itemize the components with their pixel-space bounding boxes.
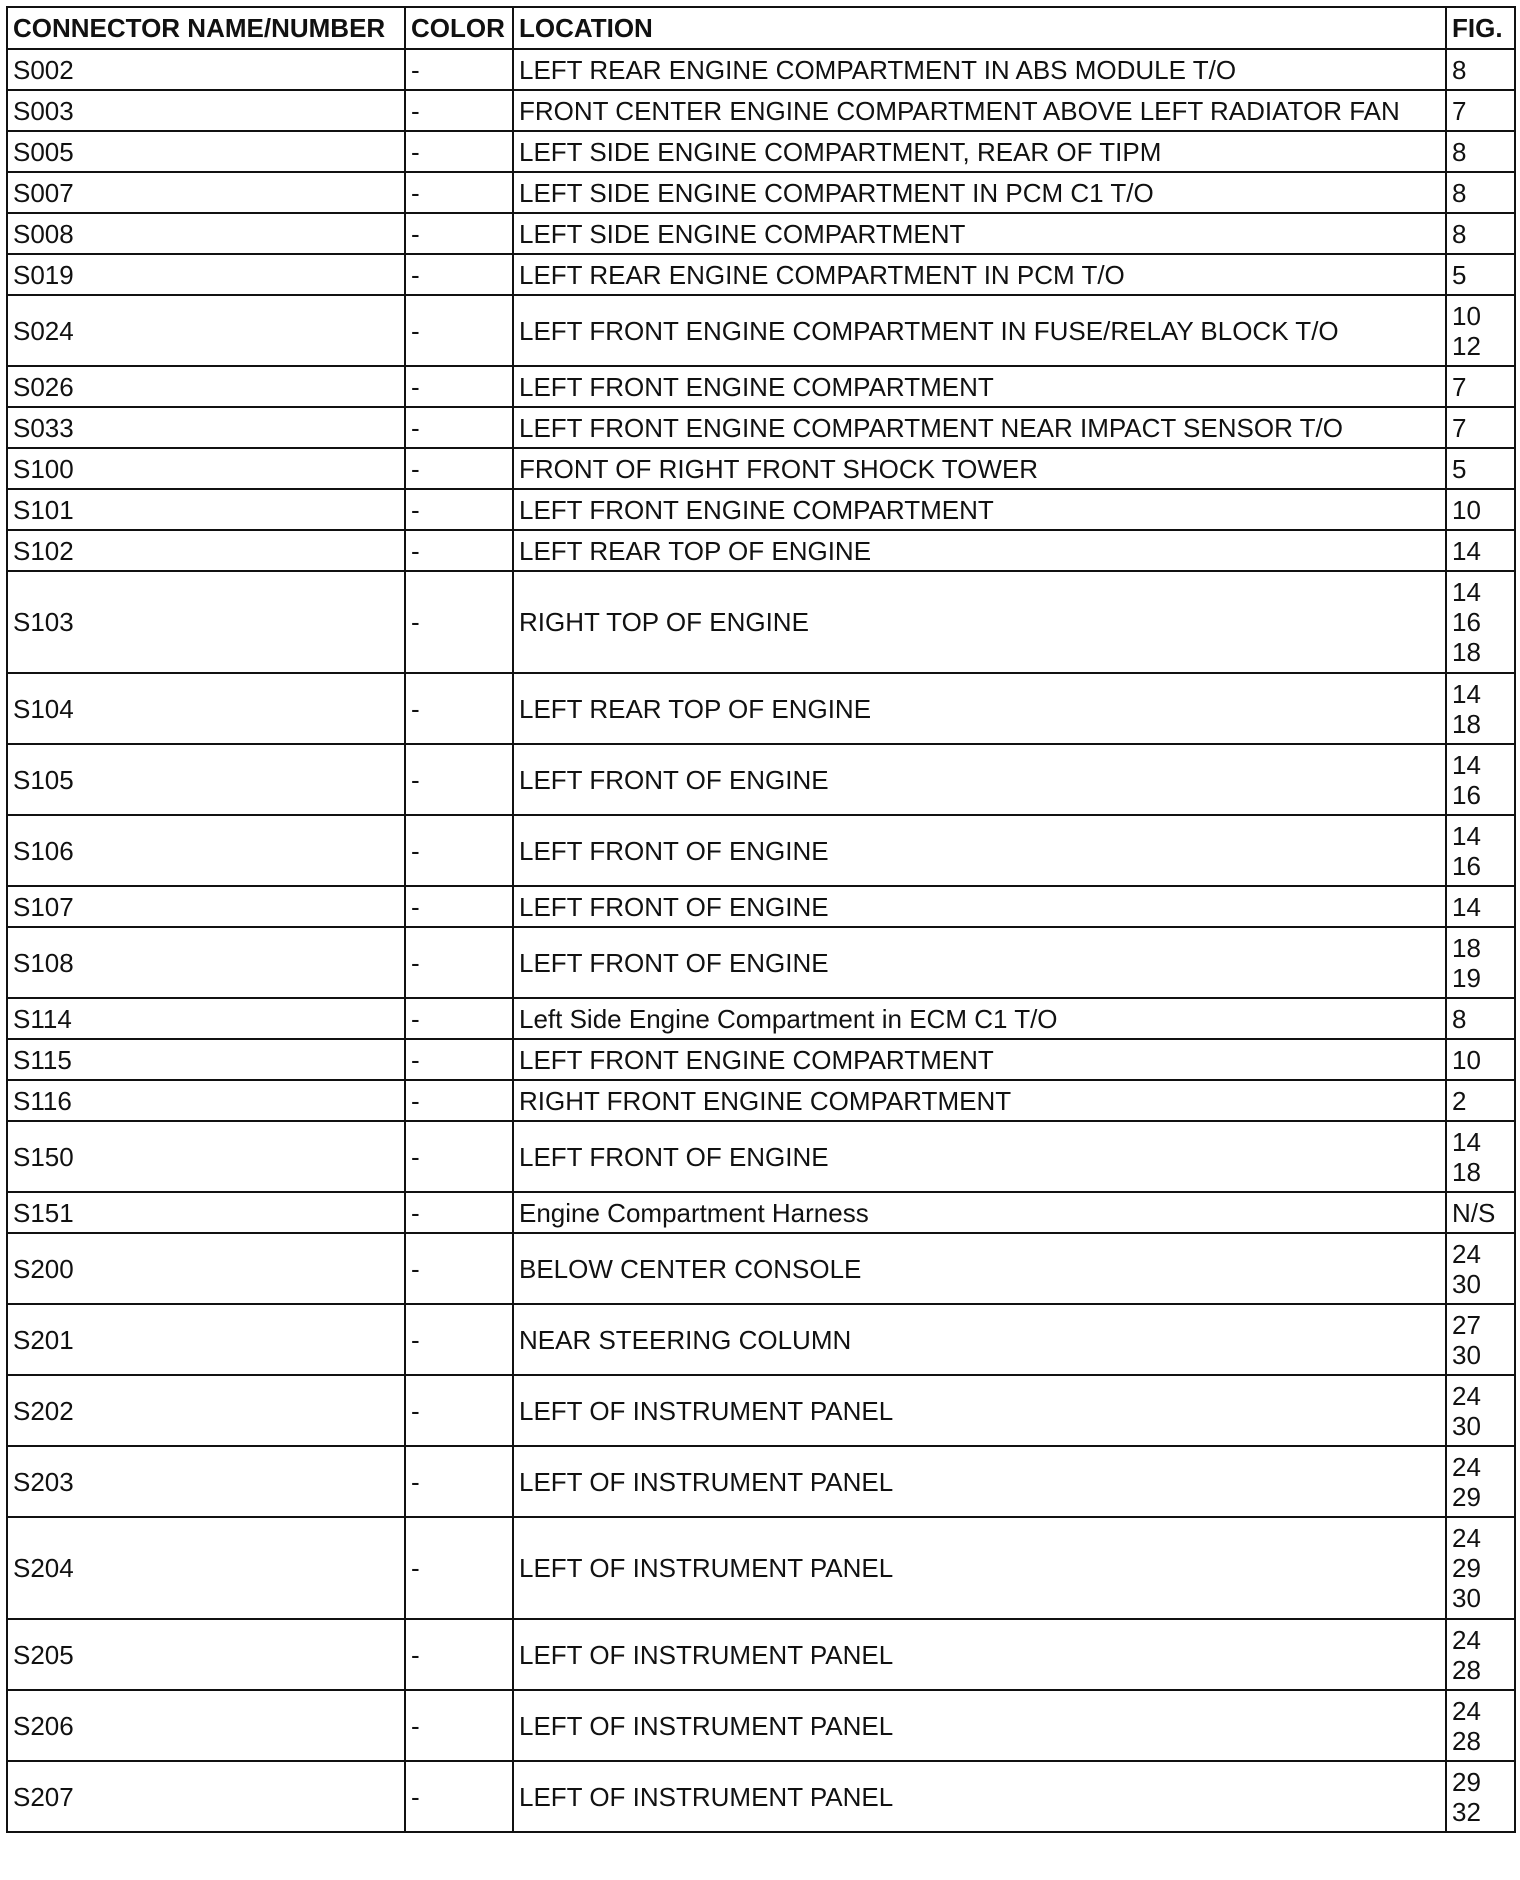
location-cell: LEFT SIDE ENGINE COMPARTMENT, REAR OF TIPM — [513, 131, 1446, 172]
fig-cell — [1446, 1517, 1515, 1619]
color-cell: - — [405, 815, 513, 886]
table-row — [7, 886, 1515, 927]
table-row — [7, 407, 1515, 448]
fig-cell — [1446, 254, 1515, 295]
fig-number: 5 — [1452, 453, 1467, 484]
fig-number: 7 — [1452, 412, 1467, 443]
fig-number: 24 — [1452, 1695, 1481, 1726]
fig-cell — [1446, 448, 1515, 489]
fig-cell — [1446, 49, 1515, 90]
header-location: LOCATION — [513, 7, 1446, 49]
location-cell: LEFT REAR TOP OF ENGINE — [513, 530, 1446, 571]
connector-name-cell: S005 — [7, 131, 405, 172]
connector-name-cell: S116 — [7, 1080, 405, 1121]
color-cell: - — [405, 254, 513, 295]
table-row — [7, 1690, 1515, 1761]
connector-name-cell: S003 — [7, 90, 405, 131]
table-row — [7, 90, 1515, 131]
header-color: COLOR — [405, 7, 513, 49]
color-cell: - — [405, 172, 513, 213]
table-row — [7, 213, 1515, 254]
fig-cell — [1446, 366, 1515, 407]
fig-number: 16 — [1452, 607, 1481, 637]
header-connector-name: CONNECTOR NAME/NUMBER — [7, 7, 405, 49]
fig-number: 7 — [1452, 371, 1467, 402]
fig-cell — [1446, 1080, 1515, 1121]
location-cell: LEFT REAR TOP OF ENGINE — [513, 673, 1446, 744]
connector-name-cell: S206 — [7, 1690, 405, 1761]
color-cell: - — [405, 744, 513, 815]
table-row — [7, 744, 1515, 815]
color-cell: - — [405, 886, 513, 927]
fig-number: 27 — [1452, 1309, 1481, 1340]
color-cell: - — [405, 1080, 513, 1121]
table-row — [7, 1233, 1515, 1304]
fig-number: 10 — [1452, 1044, 1481, 1075]
fig-cell — [1446, 489, 1515, 530]
fig-number: 28 — [1452, 1654, 1481, 1685]
table-row — [7, 1761, 1515, 1832]
connector-name-cell: S202 — [7, 1375, 405, 1446]
fig-number: 18 — [1452, 708, 1481, 739]
location-cell: LEFT REAR ENGINE COMPARTMENT IN ABS MODULE T/O — [513, 49, 1446, 90]
fig-cell — [1446, 998, 1515, 1039]
connector-name-cell: S204 — [7, 1517, 405, 1619]
fig-number: 24 — [1452, 1624, 1481, 1655]
fig-cell — [1446, 1192, 1515, 1233]
connector-name-cell: S019 — [7, 254, 405, 295]
fig-number: 30 — [1452, 1268, 1481, 1299]
connector-name-cell: S115 — [7, 1039, 405, 1080]
table-row — [7, 1375, 1515, 1446]
color-cell: - — [405, 1375, 513, 1446]
fig-number: 12 — [1452, 330, 1481, 361]
location-cell: LEFT OF INSTRUMENT PANEL — [513, 1619, 1446, 1690]
fig-cell — [1446, 90, 1515, 131]
fig-number: 14 — [1452, 577, 1481, 607]
fig-cell — [1446, 571, 1515, 673]
fig-number: N/S — [1452, 1197, 1496, 1228]
fig-number: 8 — [1452, 54, 1467, 85]
location-cell: RIGHT FRONT ENGINE COMPARTMENT — [513, 1080, 1446, 1121]
fig-cell — [1446, 1304, 1515, 1375]
table-row — [7, 673, 1515, 744]
fig-number: 32 — [1452, 1796, 1481, 1827]
fig-number: 14 — [1452, 535, 1481, 566]
location-cell: LEFT OF INSTRUMENT PANEL — [513, 1446, 1446, 1517]
connector-name-cell: S105 — [7, 744, 405, 815]
connector-name-cell: S151 — [7, 1192, 405, 1233]
table-row — [7, 530, 1515, 571]
fig-number: 24 — [1452, 1380, 1481, 1411]
color-cell: - — [405, 1517, 513, 1619]
fig-number: 29 — [1452, 1481, 1481, 1512]
connector-name-cell: S207 — [7, 1761, 405, 1832]
connector-name-cell: S203 — [7, 1446, 405, 1517]
table-row — [7, 1446, 1515, 1517]
connector-name-cell: S201 — [7, 1304, 405, 1375]
connector-name-cell: S024 — [7, 295, 405, 366]
table-row — [7, 571, 1515, 673]
location-cell: LEFT FRONT OF ENGINE — [513, 815, 1446, 886]
fig-cell — [1446, 1619, 1515, 1690]
location-cell: LEFT FRONT OF ENGINE — [513, 886, 1446, 927]
table-row — [7, 927, 1515, 998]
color-cell: - — [405, 673, 513, 744]
location-cell: LEFT FRONT ENGINE COMPARTMENT — [513, 489, 1446, 530]
color-cell: - — [405, 295, 513, 366]
table-row — [7, 1619, 1515, 1690]
location-cell: LEFT FRONT OF ENGINE — [513, 927, 1446, 998]
location-cell: LEFT FRONT ENGINE COMPARTMENT — [513, 1039, 1446, 1080]
location-cell: RIGHT TOP OF ENGINE — [513, 571, 1446, 673]
color-cell: - — [405, 1761, 513, 1832]
fig-number: 28 — [1452, 1725, 1481, 1756]
color-cell: - — [405, 448, 513, 489]
fig-number: 24 — [1452, 1451, 1481, 1482]
color-cell: - — [405, 998, 513, 1039]
fig-number: 29 — [1452, 1766, 1481, 1797]
table-row — [7, 172, 1515, 213]
fig-number: 30 — [1452, 1583, 1481, 1613]
fig-number: 18 — [1452, 637, 1481, 667]
connector-name-cell: S100 — [7, 448, 405, 489]
fig-cell — [1446, 295, 1515, 366]
color-cell: - — [405, 489, 513, 530]
location-cell: FRONT OF RIGHT FRONT SHOCK TOWER — [513, 448, 1446, 489]
fig-cell — [1446, 744, 1515, 815]
table-row — [7, 295, 1515, 366]
connector-name-cell: S107 — [7, 886, 405, 927]
fig-number: 19 — [1452, 962, 1481, 993]
fig-cell — [1446, 1121, 1515, 1192]
connector-name-cell: S106 — [7, 815, 405, 886]
fig-cell — [1446, 886, 1515, 927]
table-row — [7, 1192, 1515, 1233]
fig-cell — [1446, 1233, 1515, 1304]
fig-number: 14 — [1452, 749, 1481, 780]
fig-number: 8 — [1452, 177, 1467, 208]
table-row — [7, 1080, 1515, 1121]
header-fig: FIG. — [1446, 7, 1515, 49]
table-row — [7, 131, 1515, 172]
connector-name-cell: S200 — [7, 1233, 405, 1304]
color-cell: - — [405, 1446, 513, 1517]
fig-number: 7 — [1452, 95, 1467, 126]
table-row — [7, 489, 1515, 530]
location-cell: LEFT FRONT ENGINE COMPARTMENT — [513, 366, 1446, 407]
connector-name-cell: S205 — [7, 1619, 405, 1690]
connector-name-cell: S026 — [7, 366, 405, 407]
connector-name-cell: S104 — [7, 673, 405, 744]
connector-name-cell: S150 — [7, 1121, 405, 1192]
connector-name-cell: S007 — [7, 172, 405, 213]
fig-number: 14 — [1452, 1126, 1481, 1157]
table-header-row — [7, 7, 1515, 49]
table-row — [7, 448, 1515, 489]
splice-location-table — [6, 6, 1516, 1833]
color-cell: - — [405, 1121, 513, 1192]
fig-cell — [1446, 131, 1515, 172]
fig-cell — [1446, 1375, 1515, 1446]
fig-number: 18 — [1452, 1156, 1481, 1187]
color-cell: - — [405, 1039, 513, 1080]
color-cell: - — [405, 1304, 513, 1375]
fig-cell — [1446, 1761, 1515, 1832]
connector-name-cell: S008 — [7, 213, 405, 254]
connector-name-cell: S102 — [7, 530, 405, 571]
fig-cell — [1446, 815, 1515, 886]
color-cell: - — [405, 571, 513, 673]
fig-cell — [1446, 673, 1515, 744]
location-cell: LEFT FRONT OF ENGINE — [513, 744, 1446, 815]
fig-number: 16 — [1452, 779, 1481, 810]
color-cell: - — [405, 1233, 513, 1304]
table-row — [7, 1121, 1515, 1192]
color-cell: - — [405, 131, 513, 172]
fig-number: 30 — [1452, 1410, 1481, 1441]
fig-number: 24 — [1452, 1238, 1481, 1269]
connector-name-cell: S114 — [7, 998, 405, 1039]
table-row — [7, 49, 1515, 90]
location-cell: LEFT OF INSTRUMENT PANEL — [513, 1375, 1446, 1446]
fig-number: 2 — [1452, 1085, 1467, 1116]
location-cell: NEAR STEERING COLUMN — [513, 1304, 1446, 1375]
fig-number: 8 — [1452, 218, 1467, 249]
fig-cell — [1446, 1690, 1515, 1761]
fig-number: 24 — [1452, 1523, 1481, 1553]
location-cell: LEFT REAR ENGINE COMPARTMENT IN PCM T/O — [513, 254, 1446, 295]
location-cell: LEFT SIDE ENGINE COMPARTMENT — [513, 213, 1446, 254]
color-cell: - — [405, 213, 513, 254]
location-cell: BELOW CENTER CONSOLE — [513, 1233, 1446, 1304]
color-cell: - — [405, 90, 513, 131]
table-row — [7, 366, 1515, 407]
fig-cell — [1446, 1039, 1515, 1080]
table-row — [7, 998, 1515, 1039]
color-cell: - — [405, 1619, 513, 1690]
color-cell: - — [405, 407, 513, 448]
fig-number: 16 — [1452, 850, 1481, 881]
fig-number: 10 — [1452, 300, 1481, 331]
color-cell: - — [405, 49, 513, 90]
fig-number: 30 — [1452, 1339, 1481, 1370]
color-cell: - — [405, 366, 513, 407]
fig-number: 8 — [1452, 136, 1467, 167]
fig-number: 29 — [1452, 1553, 1481, 1583]
location-cell: Left Side Engine Compartment in ECM C1 T/O — [513, 998, 1446, 1039]
fig-number: 14 — [1452, 891, 1481, 922]
location-cell: LEFT FRONT ENGINE COMPARTMENT IN FUSE/RELAY BLOCK T/O — [513, 295, 1446, 366]
color-cell: - — [405, 1690, 513, 1761]
connector-name-cell: S033 — [7, 407, 405, 448]
location-cell: LEFT OF INSTRUMENT PANEL — [513, 1517, 1446, 1619]
location-cell: Engine Compartment Harness — [513, 1192, 1446, 1233]
fig-number: 14 — [1452, 820, 1481, 851]
fig-number: 14 — [1452, 678, 1481, 709]
fig-number: 18 — [1452, 932, 1481, 963]
location-cell: LEFT FRONT OF ENGINE — [513, 1121, 1446, 1192]
fig-number: 10 — [1452, 494, 1481, 525]
location-cell: LEFT FRONT ENGINE COMPARTMENT NEAR IMPACT SENSOR T/O — [513, 407, 1446, 448]
fig-number: 5 — [1452, 259, 1467, 290]
table-row — [7, 254, 1515, 295]
connector-name-cell: S103 — [7, 571, 405, 673]
fig-cell — [1446, 172, 1515, 213]
color-cell: - — [405, 1192, 513, 1233]
table-body — [7, 49, 1515, 1832]
fig-number: 8 — [1452, 1003, 1467, 1034]
color-cell: - — [405, 530, 513, 571]
fig-cell — [1446, 530, 1515, 571]
fig-cell — [1446, 407, 1515, 448]
document-page — [6, 6, 1514, 1833]
color-cell: - — [405, 927, 513, 998]
connector-name-cell: S108 — [7, 927, 405, 998]
connector-name-cell: S002 — [7, 49, 405, 90]
fig-cell — [1446, 927, 1515, 998]
location-cell: LEFT OF INSTRUMENT PANEL — [513, 1690, 1446, 1761]
fig-cell — [1446, 1446, 1515, 1517]
fig-cell — [1446, 213, 1515, 254]
location-cell: FRONT CENTER ENGINE COMPARTMENT ABOVE LEFT RADIATOR FAN — [513, 90, 1446, 131]
table-row — [7, 815, 1515, 886]
table-row — [7, 1039, 1515, 1080]
connector-name-cell: S101 — [7, 489, 405, 530]
table-row — [7, 1517, 1515, 1619]
table-row — [7, 1304, 1515, 1375]
location-cell: LEFT OF INSTRUMENT PANEL — [513, 1761, 1446, 1832]
location-cell: LEFT SIDE ENGINE COMPARTMENT IN PCM C1 T/O — [513, 172, 1446, 213]
